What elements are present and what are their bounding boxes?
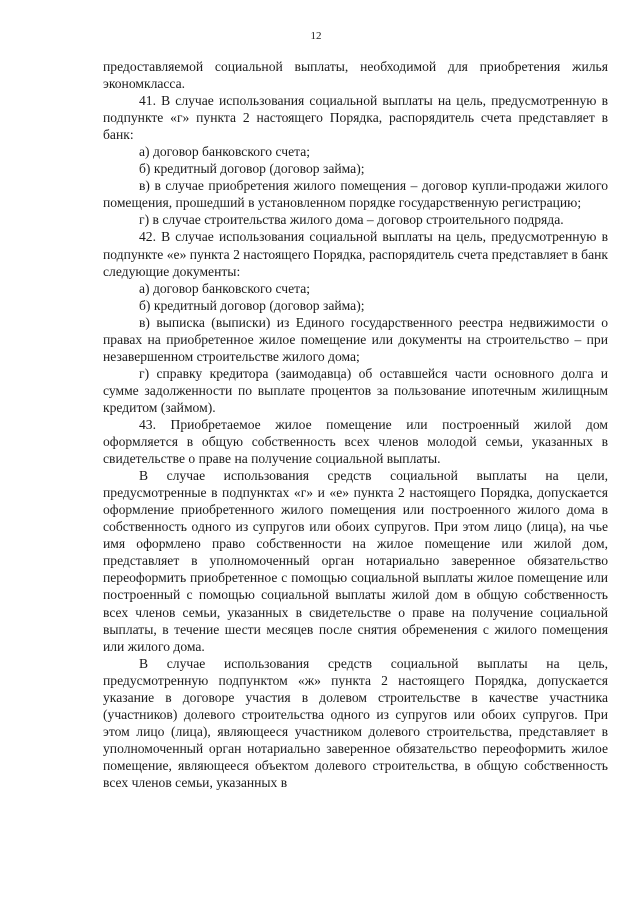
- paragraph-42: 42. В случае использования социальной выплаты на цель, предусмотренную в подпункте «е» пункта 2 настоящего Порядка, распорядитель счета представляет в банк следующие документы:: [103, 229, 608, 279]
- list-item-41-v: в) в случае приобретения жилого помещения – договор купли-продажи жилого помещения, прошедший в установленном порядке государственную регистрацию;: [103, 178, 608, 211]
- list-item-41-b: б) кредитный договор (договор займа);: [139, 161, 365, 177]
- paragraph-41: 41. В случае использования социальной выплаты на цель, предусмотренную в подпункте «г» пункта 2 настоящего Порядка, распорядитель счета представляет в банк:: [103, 93, 608, 143]
- paragraph-43-part-2: В случае использования средств социальной выплаты на цели, предусмотренные в подпунктах «г» и «е» пункта 2 настоящего Порядка, допускается оформление приобретенного жилого помещения или построенного жилого дома в собственность одного из супругов или обоих супругов. При этом лицо (лица), на чье имя оформлено право собственности на жилое помещение или жилой дом, представляет в уполномоченный орган нотариально заверенное обязательство переоформить приобретенное с помощью социальной выплаты жилое помещение или построенный с помощью социальной выплаты жилой дом в общую собственность всех членов семьи, указанных в свидетельстве о праве на получение социальной выплаты, в течение шести месяцев после снятия обременения с жилого помещения или жилого дома.: [103, 468, 608, 654]
- page-number: 12: [310, 30, 322, 42]
- list-item-41-g: г) в случае строительства жилого дома – договор строительного подряда.: [139, 212, 564, 228]
- list-item-42-v: в) выписка (выписки) из Единого государственного реестра недвижимости о правах на приобретенное жилое помещение или документы на строительство – при незавершенном строительстве жилого дома;: [103, 314, 608, 364]
- paragraph-continuation: предоставляемой социальной выплаты, необходимой для приобретения жилья экономкласса.: [103, 59, 608, 92]
- list-item-42-g: г) справку кредитора (заимодавца) об оставшейся части основного долга и сумме задолженности по выплате процентов за пользование ипотечным жилищным кредитом (займом).: [103, 365, 608, 415]
- paragraph-43: 43. Приобретаемое жилое помещение или построенный жилой дом оформляется в общую собственность всех членов молодой семьи, указанных в свидетельстве о праве на получение социальной выплаты.: [103, 416, 608, 467]
- paragraph-43-part-3: В случае использования средств социальной выплаты на цель, предусмотренную подпунктом «ж» пункта 2 настоящего Порядка, допускается указание в договоре участия в долевом строительстве в качестве участника (участников) долевого строительства одного из супругов или обоих супругов. При этом лицо (лица), являющееся участником долевого строительства, представляет в уполномоченный орган нотариально заверенное обязательство переоформить жилое помещение, являющееся объектом долевого строительства, в общую собственность всех членов семьи, указанных в: [103, 655, 608, 790]
- document-body: [103, 58, 608, 791]
- list-item-41-a: а) договор банковского счета;: [139, 144, 311, 160]
- list-item-42-b: б) кредитный договор (договор займа);: [139, 297, 365, 313]
- list-item-42-a: а) договор банковского счета;: [139, 280, 311, 296]
